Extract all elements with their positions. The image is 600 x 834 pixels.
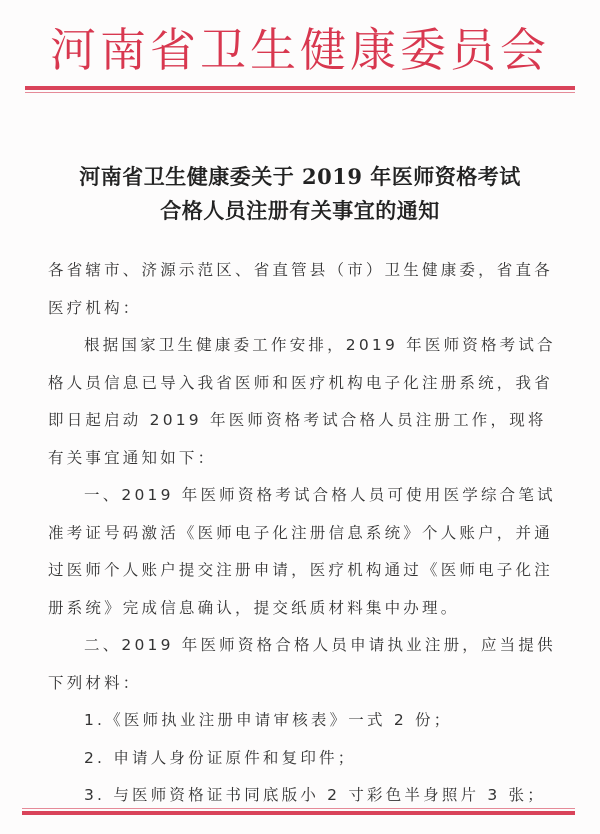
intro-paragraph: 根据国家卫生健康委工作安排，2019 年医师资格考试合格人员信息已导入我省医师和医疗机构电子化注册系统，我省即日起启动 2019 年医师资格考试合格人员注册工作，现将有关事宜通知如下：: [48, 336, 556, 467]
material-item-3: 3. 与医师资格证书同底版小 2 寸彩色半身照片 3 张；: [84, 786, 546, 804]
document-body: [48, 252, 558, 815]
header-red-rule-thin: [25, 92, 575, 93]
header-red-rule-thick: [25, 86, 575, 90]
footer-red-rule-thin: [22, 808, 575, 809]
footer-red-rule-thick: [22, 811, 575, 815]
material-item-1: 1.《医师执业注册申请审核表》一式 2 份；: [84, 711, 453, 729]
title-line-1: 河南省卫生健康委关于 2019 年医师资格考试: [79, 164, 521, 189]
title-line-2: 合格人员注册有关事宜的通知: [160, 198, 440, 223]
section-1-paragraph: 一、2019 年医师资格考试合格人员可使用医学综合笔试准考证号码激活《医师电子化注册信息系统》个人账户，并通过医师个人账户提交注册申请，医疗机构通过《医师电子化注册系统》完成信息确认，提交纸质材料集中办理。: [48, 486, 556, 617]
material-item-2: 2. 申请人身份证原件和复印件；: [84, 748, 357, 767]
section-2-paragraph: 二、2019 年医师资格合格人员申请执业注册，应当提供下列材料：: [48, 636, 556, 692]
document-title: [0, 160, 600, 228]
issuer-masthead: 河南省卫生健康委员会: [50, 23, 550, 77]
salutation: 各省辖市、济源示范区、省直管县（市）卫生健康委，省直各医疗机构：: [48, 261, 553, 317]
